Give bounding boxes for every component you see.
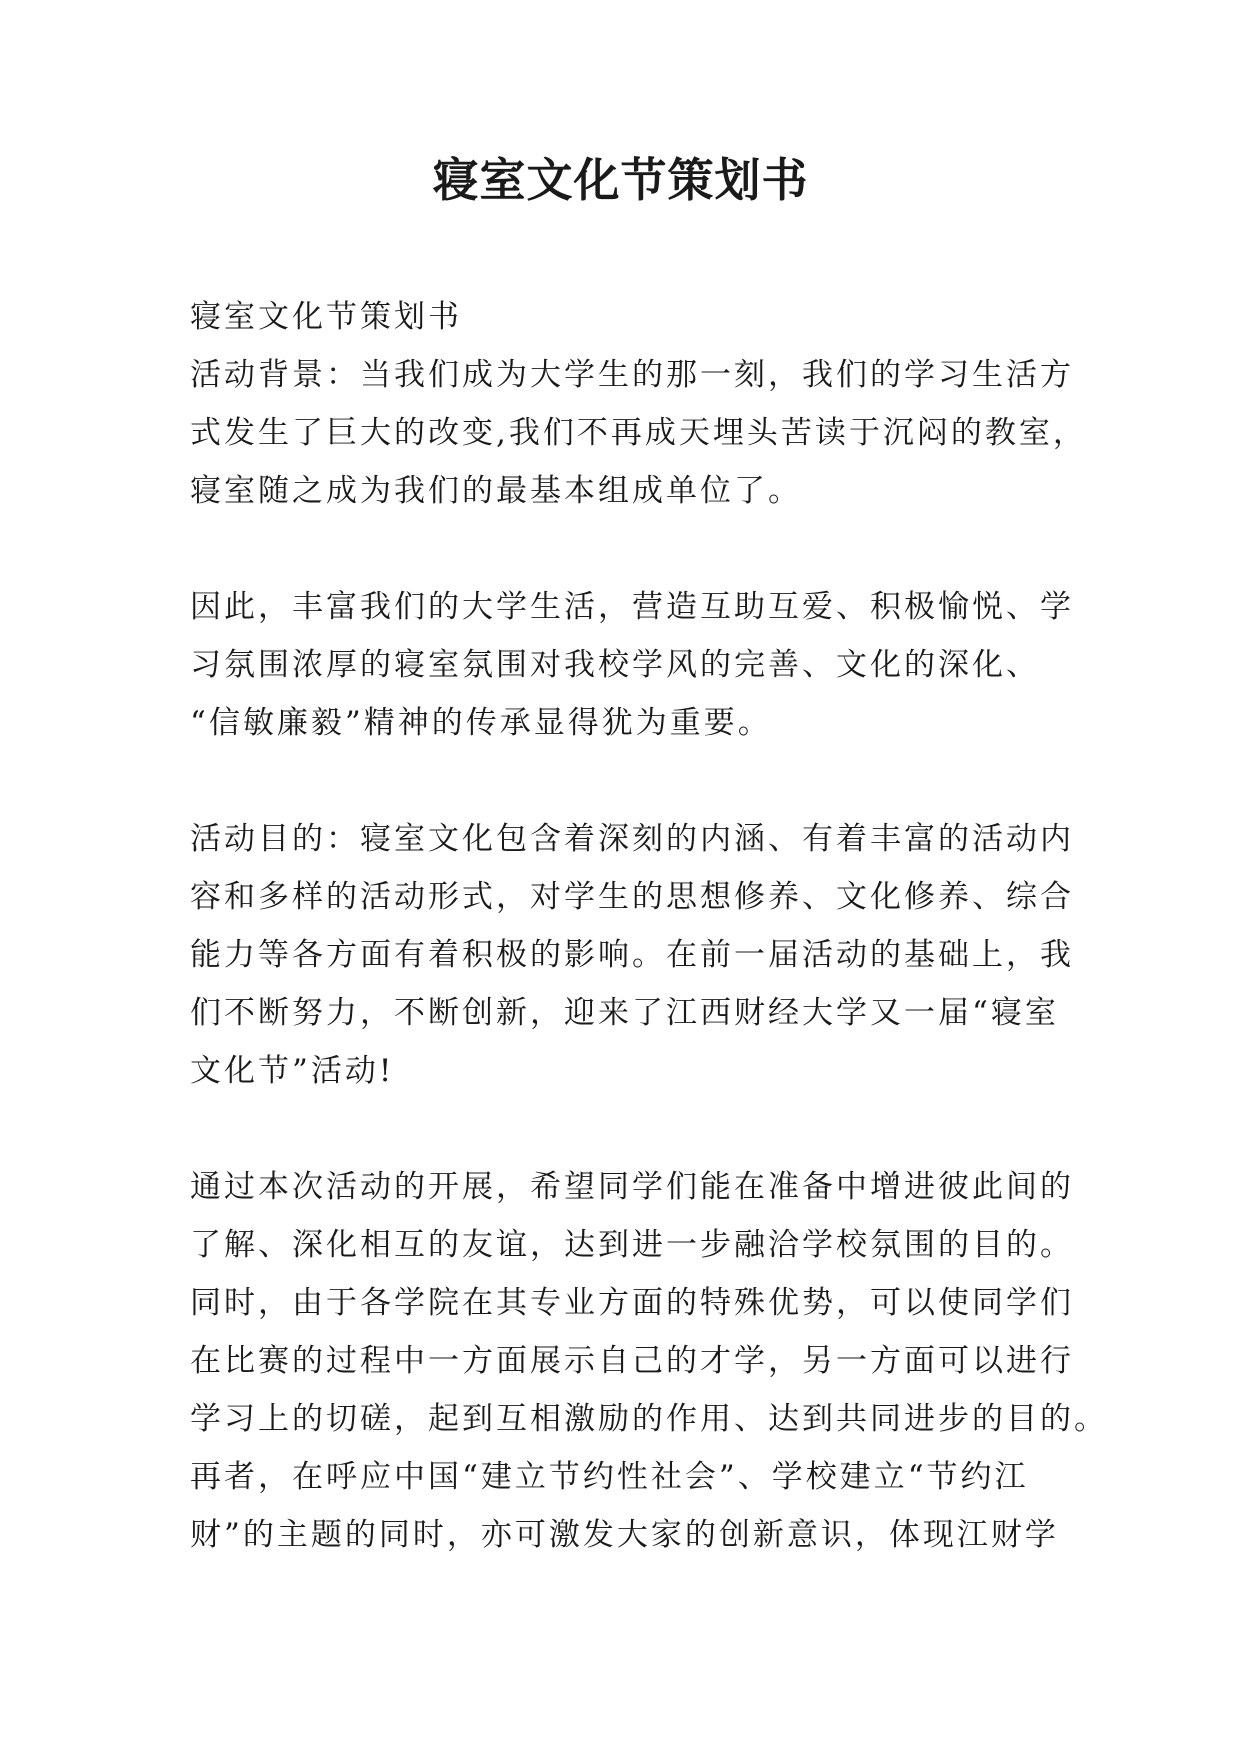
text-line: 再者，在呼应中国“建立节约性社会”、学校建立“节约江 [190, 1459, 1029, 1495]
text-line: “信敏廉毅”精神的传承显得犹为重要。 [190, 705, 772, 741]
text-line: 同时，由于各学院在其专业方面的特殊优势，可以使同学们 [190, 1285, 1074, 1321]
text-line: 通过本次活动的开展，希望同学们能在准备中增进彼此间的 [190, 1169, 1074, 1205]
text-line: 能力等各方面有着积极的影响。在前一届活动的基础上，我 [190, 937, 1074, 973]
text-line: 容和多样的活动形式，对学生的思想修养、文化修养、综合 [190, 879, 1074, 915]
text-line: 活动目的：寝室文化包含着深刻的内涵、有着丰富的活动内 [190, 821, 1074, 857]
body-heading: 寝室文化节策划书 [190, 299, 462, 335]
text-line: 了解、深化相互的友谊，达到进一步融洽学校氛围的目的。 [190, 1227, 1074, 1263]
text-line: 在比赛的过程中一方面展示自己的才学，另一方面可以进行 [190, 1343, 1074, 1379]
document-body [190, 288, 1108, 1564]
paragraph-expectations [190, 1158, 1108, 1564]
text-line: 文化节”活动! [190, 1053, 395, 1089]
text-line: 学习上的切磋，起到互相激励的作用、达到共同进步的目的。 [190, 1401, 1108, 1437]
paragraph-gap [190, 520, 1070, 578]
text-line: 们不断努力，不断创新，迎来了江西财经大学又一届“寝室 [190, 995, 1059, 1031]
text-line: 式发生了巨大的改变,我们不再成天埋头苦读于沉闷的教室， [190, 415, 1087, 451]
text-line: 因此，丰富我们的大学生活，营造互助互爱、积极愉悦、学 [190, 589, 1074, 625]
text-line: 活动背景：当我们成为大学生的那一刻，我们的学习生活方 [190, 357, 1074, 393]
text-line: 寝室随之成为我们的最基本组成单位了。 [190, 473, 802, 509]
paragraph-significance [190, 578, 1074, 752]
paragraph-gap [190, 1100, 1070, 1158]
text-line: 习氛围浓厚的寝室氛围对我校学风的完善、文化的深化、 [190, 647, 1040, 683]
paragraph-gap [190, 752, 1070, 810]
text-line: 财”的主题的同时，亦可激发大家的创新意识，体现江财学 [190, 1517, 1059, 1553]
paragraph-background [190, 346, 1087, 520]
document-title: 寝室文化节策划书 [432, 153, 809, 207]
paragraph-purpose [190, 810, 1074, 1100]
